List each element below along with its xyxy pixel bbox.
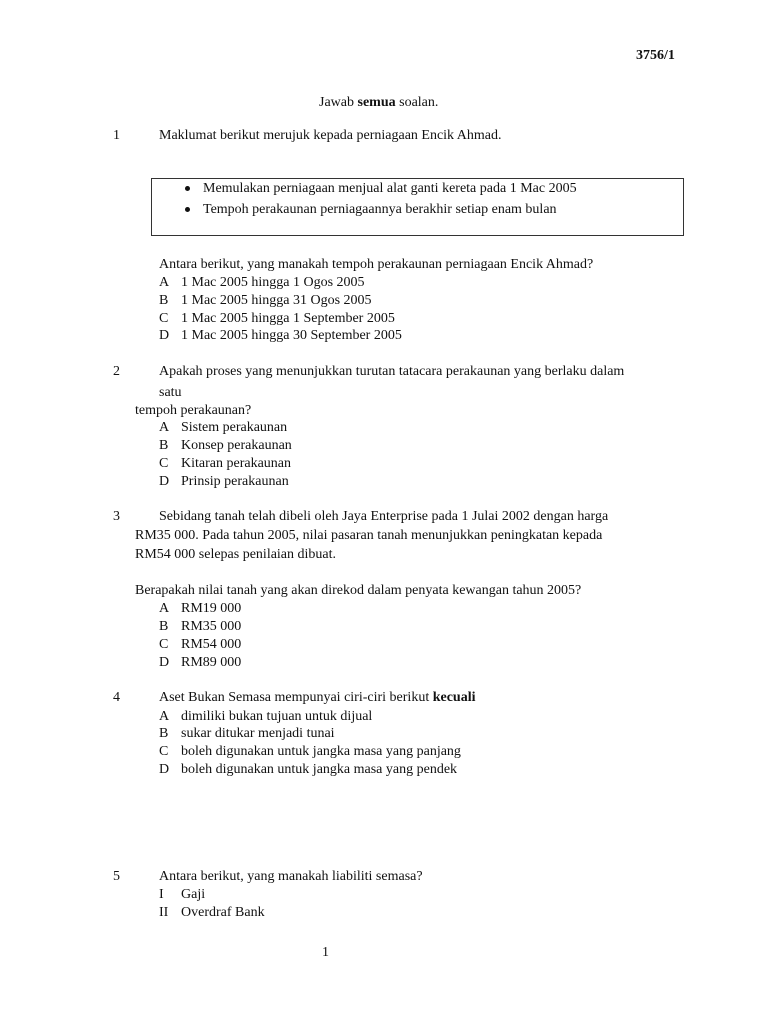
option-letter: C bbox=[159, 311, 169, 326]
option-text: 1 Mac 2005 hingga 1 Ogos 2005 bbox=[181, 275, 365, 290]
question-stem: Apakah proses yang menunjukkan turutan tatacara perakaunan yang berlaku dalam bbox=[159, 364, 625, 379]
option-text: 1 Mac 2005 hingga 31 Ogos 2005 bbox=[181, 293, 372, 308]
option-letter: C bbox=[159, 744, 169, 759]
question-stem-text: Aset Bukan Semasa mempunyai ciri-ciri berikut bbox=[159, 690, 430, 705]
option-letter: D bbox=[159, 762, 170, 777]
question-number: 4 bbox=[113, 690, 120, 705]
option-text: Kitaran perakaunan bbox=[181, 456, 291, 471]
option-letter: A bbox=[159, 275, 170, 290]
option-text: 1 Mac 2005 hingga 1 September 2005 bbox=[181, 311, 395, 326]
question-number: 1 bbox=[113, 128, 120, 143]
option-letter: A bbox=[159, 420, 170, 435]
page-number: 1 bbox=[322, 945, 329, 960]
question-stem: RM54 000 selepas penilaian dibuat. bbox=[135, 547, 337, 562]
option-text: Konsep perakaunan bbox=[181, 438, 292, 453]
instruction-bold: semua bbox=[357, 95, 396, 110]
option-letter: I bbox=[159, 887, 164, 902]
question-stem: Sebidang tanah telah dibeli oleh Jaya Enterprise pada 1 Julai 2002 dengan harga bbox=[159, 509, 609, 524]
option-letter: D bbox=[159, 328, 170, 343]
option-text: RM19 000 bbox=[181, 601, 242, 616]
option-letter: C bbox=[159, 456, 169, 471]
question-number: 2 bbox=[113, 364, 120, 379]
paper-code: 3756/1 bbox=[636, 48, 675, 63]
question-text: Berapakah nilai tanah yang akan direkod dalam penyata kewangan tahun 2005? bbox=[135, 583, 582, 598]
question-keyword: kecuali bbox=[432, 690, 476, 705]
option-letter: D bbox=[159, 474, 170, 489]
instruction-suffix: soalan. bbox=[399, 95, 439, 110]
bullet-icon bbox=[185, 207, 190, 212]
option-letter: II bbox=[159, 905, 169, 920]
question-stem: Antara berikut, yang manakah liabiliti semasa? bbox=[159, 869, 423, 884]
option-text: boleh digunakan untuk jangka masa yang pendek bbox=[181, 762, 458, 777]
instruction-prefix: Jawab bbox=[319, 95, 354, 110]
option-letter: D bbox=[159, 655, 170, 670]
option-letter: B bbox=[159, 619, 169, 634]
option-text: Prinsip perakaunan bbox=[181, 474, 289, 489]
question-stem: satu bbox=[159, 385, 182, 400]
question-text: Antara berikut, yang manakah tempoh perakaunan perniagaan Encik Ahmad? bbox=[159, 257, 594, 272]
option-text: dimiliki bukan tujuan untuk dijual bbox=[181, 709, 373, 724]
question-stem: RM35 000. Pada tahun 2005, nilai pasaran tanah menunjukkan peningkatan kepada bbox=[135, 528, 603, 543]
question-number: 5 bbox=[113, 869, 120, 884]
option-text: RM54 000 bbox=[181, 637, 242, 652]
option-text: Sistem perakaunan bbox=[181, 420, 288, 435]
option-letter: B bbox=[159, 293, 169, 308]
option-text: boleh digunakan untuk jangka masa yang panjang bbox=[181, 744, 461, 759]
bullet-icon bbox=[185, 186, 190, 191]
question-number: 3 bbox=[113, 509, 120, 524]
option-letter: C bbox=[159, 637, 169, 652]
question-stem: Maklumat berikut merujuk kepada perniagaan Encik Ahmad. bbox=[159, 128, 502, 143]
option-text: 1 Mac 2005 hingga 30 September 2005 bbox=[181, 328, 402, 343]
option-letter: B bbox=[159, 438, 169, 453]
box-item: Memulakan perniagaan menjual alat ganti kereta pada 1 Mac 2005 bbox=[203, 181, 577, 196]
option-text: RM89 000 bbox=[181, 655, 242, 670]
question-stem: tempoh perakaunan? bbox=[135, 403, 252, 418]
box-item: Tempoh perakaunan perniagaannya berakhir setiap enam bulan bbox=[203, 202, 557, 217]
option-text: Gaji bbox=[181, 887, 206, 902]
option-text: sukar ditukar menjadi tunai bbox=[181, 726, 335, 741]
option-letter: A bbox=[159, 709, 170, 724]
option-text: RM35 000 bbox=[181, 619, 242, 634]
option-letter: A bbox=[159, 601, 170, 616]
option-text: Overdraf Bank bbox=[181, 905, 265, 920]
instruction bbox=[319, 94, 438, 112]
question-stem bbox=[159, 689, 476, 707]
option-letter: B bbox=[159, 726, 169, 741]
